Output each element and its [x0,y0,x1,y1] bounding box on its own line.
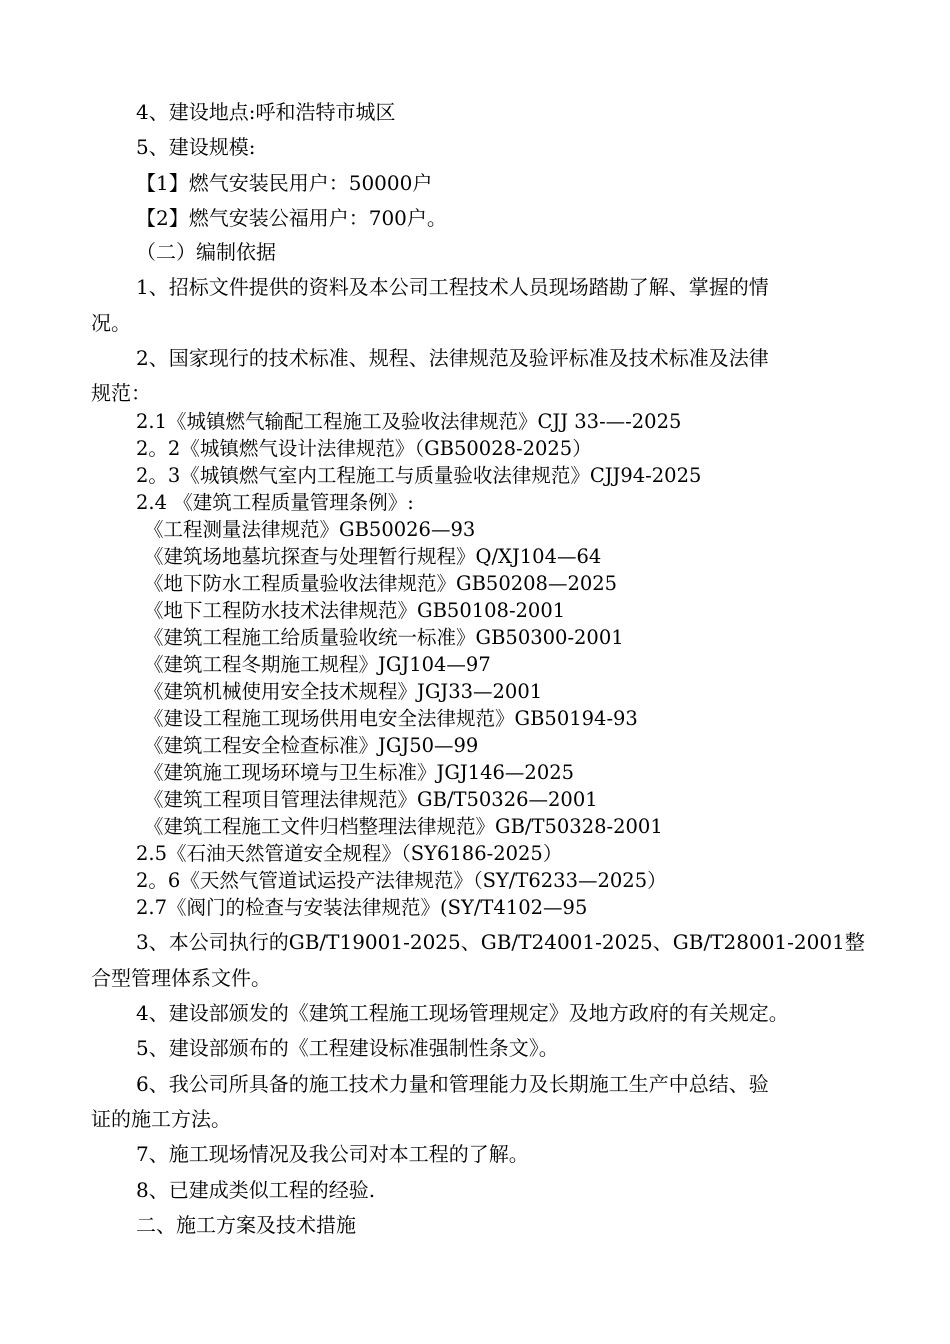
standard-item: 《工程测量法律规范》GB50026—93 [144,518,476,541]
standard-item: 《地下工程防水技术法律规范》GB50108-2001 [144,599,566,622]
residential-users-line: 【1】燃气安装民用户：50000户 [136,171,433,195]
paragraph-line: 6、我公司所具备的施工技术力量和管理能力及长期施工生产中总结、验 [136,1072,769,1096]
paragraph-line: 2、国家现行的技术标准、规程、法律规范及验评标准及技术标准及法律 [136,346,769,370]
standard-item: 《建筑工程施工文件归档整理法律规范》GB/T50328-2001 [144,815,663,838]
standard-item: 2.5《石油天然管道安全规程》（SY6186-2025） [136,842,563,865]
standard-item: 《建筑工程冬期施工规程》JGJ104—97 [144,653,491,676]
site-location-line: 4、建设地点:呼和浩特市城区 [136,100,396,124]
paragraph-line: 证的施工方法。 [91,1107,231,1131]
section-heading-basis: （二）编制依据 [136,240,276,264]
standard-item: 《建筑工程项目管理法律规范》GB/T50326—2001 [144,788,598,811]
paragraph-line: 8、已建成类似工程的经验. [136,1178,376,1202]
standard-item: 《地下防水工程质量验收法律规范》GB50208—2025 [144,572,618,595]
paragraph-line: 况。 [91,311,131,335]
standard-item: 2。6《天然气管道试运投产法律规范》（SY/T6233—2025） [136,869,667,892]
standard-item: 2。3《城镇燃气室内工程施工与质量验收法律规范》CJJ94-2025 [136,464,702,487]
standard-item: 2.7《阀门的检查与安装法律规范》(SY/T4102—95 [136,896,588,919]
standard-item: 《建筑施工现场环境与卫生标准》JGJ146—2025 [144,761,575,784]
standard-item: 《建筑机械使用安全技术规程》JGJ33—2001 [144,680,543,703]
standard-item: 2.1《城镇燃气输配工程施工及验收法律规范》CJJ 33-—-2025 [136,410,682,433]
scale-heading-line: 5、建设规模: [136,135,256,159]
section-heading-plan: 二、施工方案及技术措施 [136,1213,356,1237]
paragraph-line: 4、建设部颁发的《建筑工程施工现场管理规定》及地方政府的有关规定。 [136,1001,789,1025]
standard-item: 2.4 《建筑工程质量管理条例》: [136,491,414,514]
standard-item: 《建设工程施工现场供用电安全法律规范》GB50194-93 [144,707,638,730]
paragraph-line: 合型管理体系文件。 [91,966,271,990]
paragraph-line: 1、招标文件提供的资料及本公司工程技术人员现场踏勘了解、掌握的情 [136,275,769,299]
paragraph-line: 3、本公司执行的GB/T19001-2025、GB/T24001-2025、GB/T28001-2001整 [136,930,865,954]
public-users-line: 【2】燃气安装公福用户：700户。 [136,206,447,230]
paragraph-line: 5、建设部颁布的《工程建设标准强制性条文》。 [136,1036,559,1060]
standard-item: 《建筑工程施工给质量验收统一标准》GB50300-2001 [144,626,624,649]
standard-item: 2。2《城镇燃气设计法律规范》（GB50028-2025） [136,437,592,460]
standard-item: 《建筑工程安全检查标准》JGJ50—99 [144,734,479,757]
paragraph-line: 规范： [91,381,151,405]
paragraph-line: 7、施工现场情况及我公司对本工程的了解。 [136,1142,529,1166]
standard-item: 《建筑场地墓坑探查与处理暂行规程》Q/XJ104—64 [144,545,602,568]
